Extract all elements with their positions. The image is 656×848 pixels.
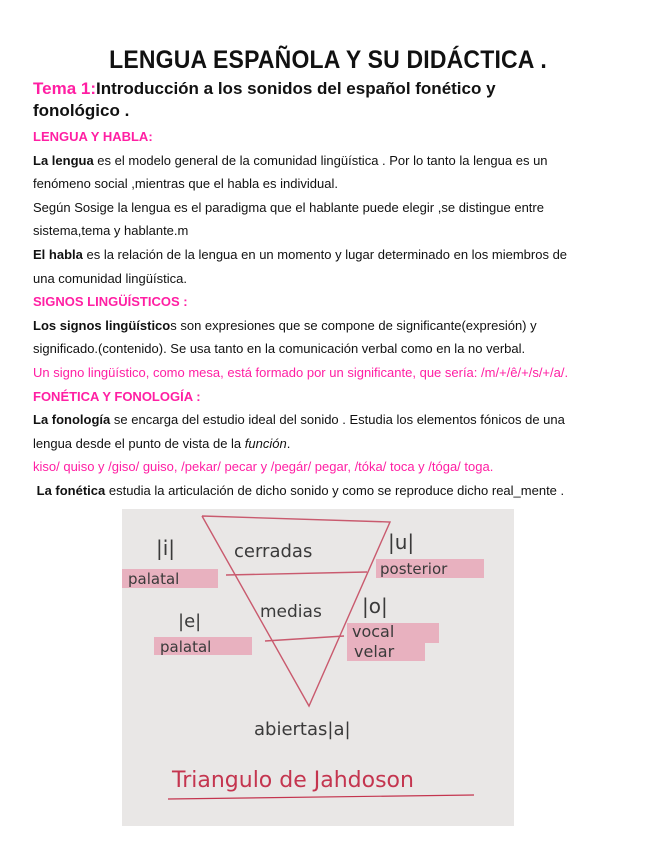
term-lengua: La lengua xyxy=(33,152,94,168)
example-kiso: kiso/ quiso y /giso/ guiso, /pekar/ pecar y /pegár/ pegar, /tóka/ toca y /tóga/ toga. xyxy=(33,459,494,475)
label-posterior: posterior xyxy=(380,560,448,578)
topic-label: Tema 1: xyxy=(33,79,96,98)
label-vocal: vocal xyxy=(352,622,395,641)
label-medias: medias xyxy=(260,602,322,622)
section-heading-lengua-habla: LENGUA Y HABLA: xyxy=(33,129,153,144)
term-habla: El habla xyxy=(33,246,83,262)
label-palatal-mid: palatal xyxy=(160,638,212,656)
topic-title-line1: Introducción a los sonidos del español fonético y xyxy=(96,79,496,98)
vowel-i-label: |i| xyxy=(156,536,176,560)
paragraph-habla-line2: una comunidad lingüística. xyxy=(33,270,187,286)
vowel-triangle-photo xyxy=(122,509,514,826)
section-heading-signos: SIGNOS LINGÜÍSTICOS : xyxy=(33,294,188,310)
document-body xyxy=(33,125,628,503)
vowel-u-label: |u| xyxy=(388,530,415,554)
text-span: es el modelo general de la comunidad lingüística . Por lo tanto la lengua es un xyxy=(93,152,548,168)
vowel-e-label: |e| xyxy=(178,611,202,632)
label-cerradas: cerradas xyxy=(234,541,313,562)
paragraph-signos-line2: significado.(contenido). Se usa tanto en la comunicación verbal como en la no verbal. xyxy=(33,341,526,357)
paragraph-habla-line1 xyxy=(33,243,628,267)
vowel-o-label: |o| xyxy=(362,594,388,618)
paragraph-sosige-line2: sistema,tema y hablante.m xyxy=(33,223,189,239)
triangle-divider-top xyxy=(226,572,367,575)
caption-underline xyxy=(168,795,474,799)
example-signo: Un signo lingüístico, como mesa, está formado por un significante, que sería: /m/+/ê/+/s/+/a/. xyxy=(33,364,569,380)
term-fonologia: La fonología xyxy=(33,412,111,428)
paragraph-lengua-line2: fenómeno social ,mientras que el habla es individual. xyxy=(33,176,338,192)
term-fonetica: La fonética xyxy=(36,482,106,498)
text-span: . xyxy=(286,435,291,451)
term-funcion: función xyxy=(244,435,287,451)
paragraph-signos-line1 xyxy=(33,314,628,338)
vowel-triangle-drawing xyxy=(122,509,514,826)
term-signos: Los signos lingüístico xyxy=(33,317,171,333)
page-title: LENGUA ESPAÑOLA Y SU DIDÁCTICA . xyxy=(109,46,547,74)
topic-title-line2: fonológico . xyxy=(33,101,130,120)
text-span: lengua desde el punto de vista de la xyxy=(33,435,245,451)
label-palatal-top: palatal xyxy=(128,570,180,588)
text-span: es la relación de la lengua en un momento y lugar determinado en los miembros de xyxy=(82,246,568,262)
topic-heading xyxy=(33,78,623,122)
paragraph-fonologia-line2 xyxy=(33,432,628,456)
text-span: s son expresiones que se compone de significante(expresión) y xyxy=(170,317,537,333)
figure-caption: Triangulo de Jahdoson xyxy=(172,768,414,793)
text-span: se encarga del estudio ideal del sonido . Estudia los elementos fónicos de una xyxy=(110,412,565,428)
section-heading-fonetica: FONÉTICA Y FONOLOGÍA : xyxy=(33,388,201,404)
paragraph-fonetica xyxy=(33,479,628,503)
label-velar: velar xyxy=(354,642,395,661)
paragraph-lengua-line1 xyxy=(33,149,628,173)
text-span: estudia la articulación de dicho sonido y como se reproduce dicho real_mente . xyxy=(105,482,565,498)
paragraph-fonologia-line1 xyxy=(33,408,628,432)
label-abiertas: abiertas|a| xyxy=(254,719,351,740)
triangle-divider-bottom xyxy=(265,636,344,641)
paragraph-sosige-line1: Según Sosige la lengua es el paradigma que el hablante puede elegir ,se distingue entre xyxy=(33,199,544,215)
